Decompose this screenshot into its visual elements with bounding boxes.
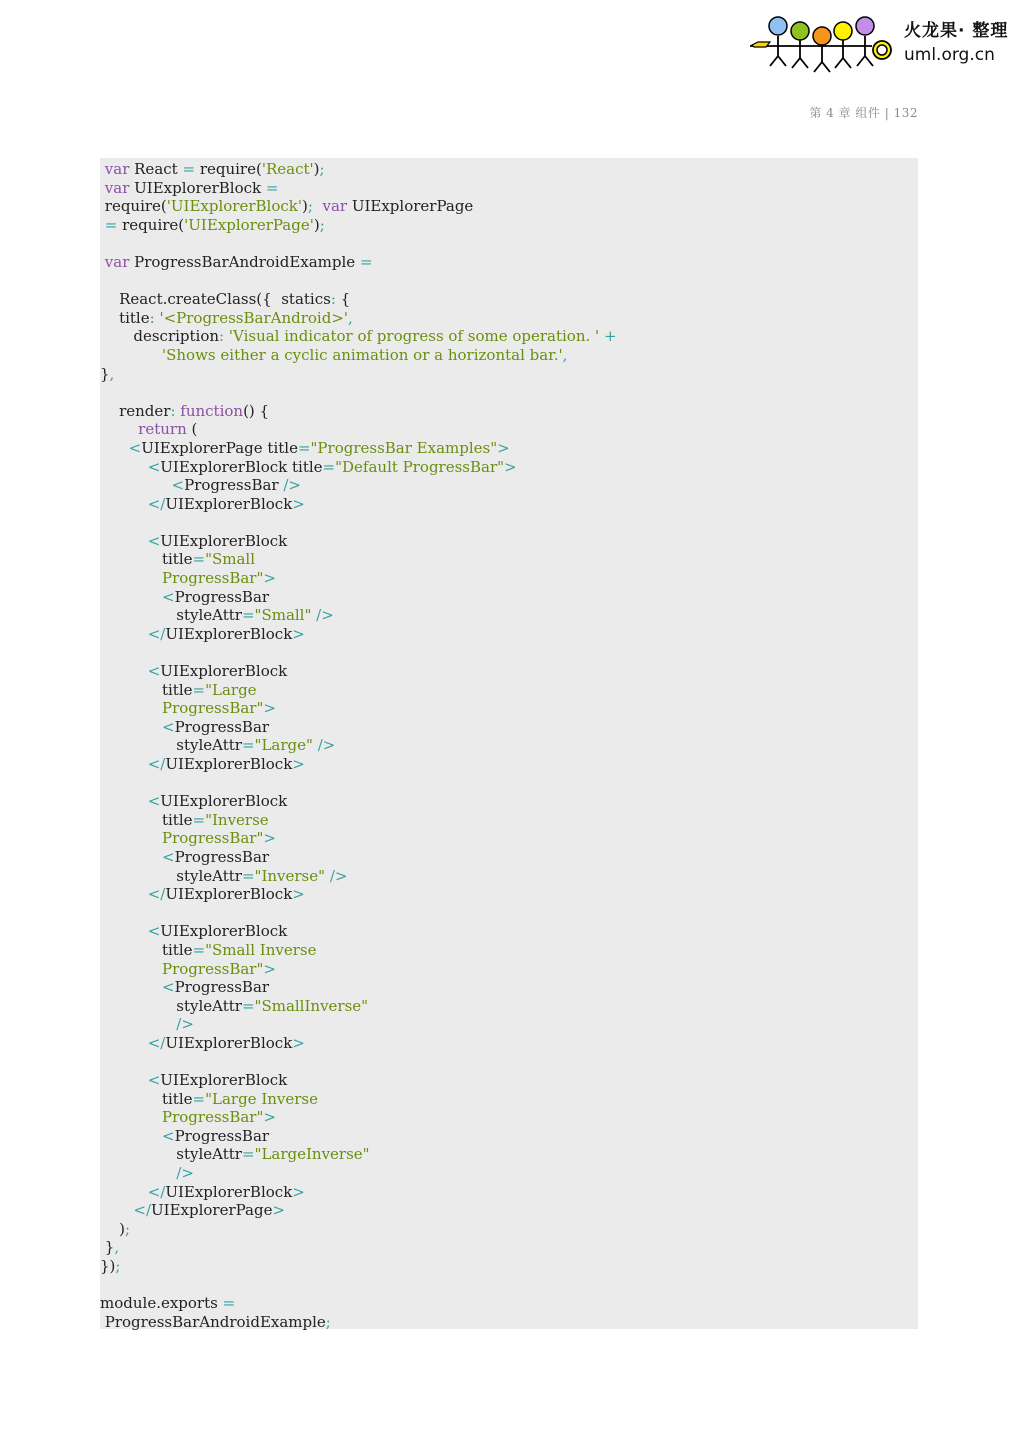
code-token-plain — [100, 1164, 176, 1182]
code-token-punctuation: = — [192, 940, 206, 959]
brand-url: uml.org.cn — [904, 45, 995, 65]
code-line — [100, 736, 617, 755]
code-token-plain: React — [129, 160, 183, 178]
code-token-punctuation: , — [114, 1238, 120, 1257]
code-line — [100, 941, 617, 960]
code-token-plain — [100, 848, 162, 866]
code-token-plain — [100, 346, 162, 364]
page-header: 第 4 章 组件 | 132 — [809, 106, 918, 120]
code-token-plain — [100, 1015, 176, 1033]
code-token-plain — [100, 420, 138, 438]
code-line — [100, 402, 617, 421]
code-token-punctuation: = — [241, 606, 255, 625]
code-line — [100, 625, 617, 644]
code-block — [100, 158, 918, 1329]
code-token-plain: UIExplorerBlock — [160, 922, 288, 941]
code-token-plain — [100, 718, 162, 736]
code-token-plain: UIExplorerBlock — [165, 885, 293, 904]
code-token-plain: title — [100, 1089, 193, 1108]
code-token-plain: UIExplorerPage — [151, 1201, 273, 1220]
code-token-plain: styleAttr — [100, 866, 242, 885]
code-token-plain — [100, 1071, 148, 1089]
code-token-plain: ( — [186, 420, 198, 439]
code-line — [100, 1034, 617, 1053]
code-token-plain: UIExplorerPage — [347, 197, 474, 216]
code-line — [100, 960, 617, 979]
code-token-string: ProgressBar" — [162, 1108, 264, 1127]
code-token-plain: ) — [313, 215, 320, 234]
code-token-plain: } — [100, 364, 110, 383]
code-token-string: "LargeInverse" — [254, 1145, 370, 1164]
code-token-plain: title — [100, 308, 150, 327]
brand — [904, 20, 1008, 66]
code-token-string: ProgressBar" — [162, 959, 264, 978]
code-token-plain: React.createClass({ statics — [100, 290, 331, 309]
code-token-string: ProgressBar" — [162, 569, 264, 588]
code-token-keyword: return — [138, 420, 187, 439]
code-line — [100, 532, 617, 551]
code-token-plain — [100, 495, 148, 513]
uml-logo — [748, 12, 896, 76]
code-token-plain — [100, 532, 148, 550]
code-token-punctuation: ; — [115, 1257, 121, 1276]
code-token-plain — [100, 569, 162, 587]
code-token-punctuation: = — [297, 438, 311, 457]
code-token-punctuation: = — [192, 1089, 206, 1108]
code-token-plain: styleAttr — [100, 1145, 242, 1164]
code-token-plain — [100, 699, 162, 717]
code-line — [100, 1183, 617, 1202]
code-lines — [100, 160, 617, 1331]
code-token-punctuation: = — [265, 178, 279, 197]
code-line — [100, 1220, 617, 1239]
code-token-plain: ProgressBarAndroidExample — [129, 252, 360, 271]
code-token-plain: ProgressBarAndroidExample — [100, 1312, 326, 1331]
code-line — [100, 829, 617, 848]
code-token-plain: }) — [100, 1257, 116, 1276]
code-token-plain: UIExplorerBlock — [129, 178, 266, 197]
code-token-keyword: var — [322, 197, 348, 216]
code-token-plain: UIExplorerBlock — [165, 755, 293, 773]
code-token-plain: styleAttr — [100, 996, 242, 1015]
brand-name: 火龙果· 整理 — [904, 21, 1009, 41]
code-token-string: "Inverse" — [254, 866, 326, 885]
code-token-plain: ProgressBar — [174, 978, 270, 997]
code-token-punctuation: < — [162, 1126, 175, 1145]
code-token-plain — [100, 439, 129, 457]
code-token-plain — [100, 662, 148, 680]
code-line — [100, 327, 617, 346]
code-token-string: 'Shows either a cyclic animation or a horizontal bar.' — [162, 345, 563, 364]
code-token-string: 'React' — [261, 160, 314, 178]
code-token-punctuation: = — [192, 550, 206, 569]
code-token-string: "Small Inverse — [205, 940, 317, 959]
code-line — [100, 699, 617, 718]
code-token-punctuation: </ — [147, 494, 166, 513]
code-line — [100, 1127, 617, 1146]
code-token-plain — [100, 1201, 133, 1219]
code-token-plain — [100, 1034, 148, 1052]
code-line — [100, 1294, 617, 1313]
code-token-plain — [100, 755, 148, 773]
code-token-plain — [100, 1127, 162, 1145]
code-token-punctuation: , — [348, 308, 353, 327]
code-token-punctuation: </ — [147, 885, 166, 904]
code-token-plain: UIExplorerBlock — [165, 1182, 293, 1201]
code-token-string: "Small — [205, 550, 256, 569]
code-line — [100, 792, 617, 811]
code-token-plain: UIExplorerBlock — [165, 624, 293, 643]
code-token-plain: styleAttr — [100, 606, 242, 625]
code-token-punctuation: > — [292, 624, 305, 643]
code-token-punctuation: /> — [317, 736, 336, 755]
code-token-punctuation: </ — [147, 1033, 166, 1052]
code-token-punctuation: > — [292, 1182, 305, 1201]
code-token-string: "SmallInverse" — [254, 996, 369, 1015]
code-token-punctuation: > — [263, 569, 276, 588]
code-token-punctuation: < — [162, 847, 175, 866]
code-token-punctuation: > — [263, 1108, 276, 1127]
code-line — [100, 755, 617, 774]
code-line — [100, 1015, 617, 1034]
code-token-plain: styleAttr — [100, 736, 242, 755]
code-line — [100, 681, 617, 700]
code-line — [100, 997, 617, 1016]
code-token-punctuation: > — [263, 829, 276, 848]
code-token-string: "Default ProgressBar" — [335, 457, 505, 476]
code-token-plain — [100, 829, 162, 847]
code-line — [100, 606, 617, 625]
code-token-punctuation: </ — [133, 1201, 152, 1220]
code-token-punctuation: , — [562, 345, 568, 364]
code-token-string: "Large" — [254, 736, 313, 755]
code-line — [100, 1313, 617, 1332]
code-token-plain: module.exports — [100, 1294, 223, 1313]
code-token-plain: ) — [302, 197, 308, 216]
code-token-plain — [100, 922, 148, 940]
code-line — [100, 662, 617, 681]
code-token-plain: UIExplorerBlock — [160, 662, 288, 681]
code-token-plain: ProgressBar — [174, 587, 270, 606]
code-line — [100, 476, 617, 495]
code-line — [100, 1164, 617, 1183]
code-line — [100, 643, 617, 662]
code-token-plain: ProgressBar — [174, 1126, 270, 1145]
code-token-plain: UIExplorerBlock — [160, 531, 288, 550]
code-token-string: 'UIExplorerBlock' — [166, 197, 302, 216]
code-token-punctuation: = — [359, 252, 373, 271]
code-token-punctuation: /> — [316, 606, 334, 625]
code-token-punctuation: /> — [176, 1164, 194, 1183]
code-token-string: ProgressBar" — [162, 829, 264, 848]
code-line — [100, 1238, 617, 1257]
code-token-punctuation: < — [162, 717, 175, 736]
code-line — [100, 346, 617, 365]
code-token-plain — [100, 792, 148, 810]
code-line — [100, 160, 617, 179]
code-token-punctuation: = — [241, 866, 255, 885]
code-token-punctuation: , — [109, 364, 115, 383]
code-line — [100, 420, 617, 439]
code-token-punctuation: = — [222, 1294, 236, 1313]
code-token-punctuation: </ — [147, 755, 166, 773]
code-token-punctuation: /> — [283, 476, 301, 495]
code-token-plain: ProgressBar — [174, 717, 270, 736]
code-line — [100, 588, 617, 607]
code-token-string: 'Visual indicator of progress of some operation. ' — [228, 327, 600, 346]
code-line — [100, 1145, 617, 1164]
code-token-plain: UIExplorerBlock — [165, 1033, 293, 1052]
code-line — [100, 718, 617, 737]
code-token-plain: { — [335, 290, 351, 309]
code-token-plain: require( — [195, 160, 262, 178]
code-token-punctuation: </ — [147, 624, 166, 643]
code-token-keyword: var — [104, 178, 130, 197]
code-token-punctuation: = — [182, 160, 196, 178]
code-token-punctuation: < — [147, 457, 161, 476]
code-token-plain — [100, 625, 148, 643]
code-token-plain — [100, 1183, 148, 1201]
code-token-keyword: function — [180, 401, 244, 420]
code-token-punctuation: < — [162, 978, 175, 997]
code-token-string: "ProgressBar Examples" — [310, 438, 498, 457]
code-token-punctuation: = — [241, 1145, 255, 1164]
code-token-plain: UIExplorerBlock — [165, 494, 293, 513]
code-token-plain — [100, 476, 172, 494]
code-token-punctuation: < — [162, 587, 175, 606]
code-line — [100, 848, 617, 867]
code-token-plain — [100, 885, 148, 903]
code-line — [100, 1276, 617, 1295]
code-token-plain: ProgressBar — [184, 476, 284, 495]
code-token-punctuation: = — [322, 457, 336, 476]
code-token-string: ProgressBar" — [162, 699, 264, 718]
code-line — [100, 550, 617, 569]
code-token-punctuation: < — [147, 1071, 161, 1090]
code-token-punctuation: ; — [319, 160, 325, 178]
code-token-plain: ) — [100, 1219, 125, 1238]
code-token-punctuation: < — [147, 662, 161, 681]
code-line — [100, 774, 617, 793]
code-line — [100, 885, 617, 904]
code-token-punctuation: < — [147, 922, 161, 941]
code-token-punctuation: /> — [176, 1015, 194, 1034]
code-line — [100, 253, 617, 272]
code-token-punctuation: = — [241, 736, 255, 755]
code-token-punctuation: > — [504, 457, 517, 476]
code-token-punctuation: > — [292, 885, 305, 904]
code-token-plain: ProgressBar — [174, 847, 270, 866]
code-token-punctuation: /> — [329, 866, 348, 885]
code-token-punctuation: < — [147, 531, 161, 550]
code-token-string: "Small" — [254, 606, 312, 625]
code-token-keyword: var — [104, 252, 130, 271]
code-line — [100, 234, 617, 253]
code-token-string: '<ProgressBarAndroid>' — [159, 308, 349, 327]
code-token-plain: require( — [117, 215, 185, 234]
code-line — [100, 290, 617, 309]
code-line — [100, 1053, 617, 1072]
code-token-string: "Large Inverse — [205, 1089, 318, 1108]
code-line — [100, 978, 617, 997]
code-token-plain — [100, 1108, 162, 1126]
code-line — [100, 904, 617, 923]
code-line — [100, 458, 617, 477]
code-token-plain: title — [100, 680, 193, 699]
code-token-punctuation: < — [128, 438, 142, 457]
code-token-keyword: var — [104, 160, 130, 178]
code-line — [100, 383, 617, 402]
code-line — [100, 1257, 617, 1276]
code-line — [100, 922, 617, 941]
code-line — [100, 1071, 617, 1090]
code-token-plain — [100, 458, 148, 476]
code-line — [100, 179, 617, 198]
code-token-punctuation: = — [241, 996, 255, 1015]
code-line — [100, 867, 617, 886]
code-token-punctuation: : — [330, 290, 336, 309]
code-token-string: 'UIExplorerPage' — [184, 215, 314, 234]
code-token-plain — [100, 588, 162, 606]
code-token-punctuation: ; — [124, 1219, 130, 1238]
code-line — [100, 197, 617, 216]
code-line — [100, 309, 617, 328]
code-line — [100, 365, 617, 384]
code-token-plain — [100, 960, 162, 978]
code-token-punctuation: ; — [307, 197, 313, 216]
code-token-punctuation: > — [272, 1201, 286, 1220]
code-line — [100, 1201, 617, 1220]
code-token-plain: UIExplorerBlock title — [160, 457, 323, 476]
code-token-punctuation: > — [292, 1033, 305, 1052]
code-token-plain: () { — [243, 401, 270, 420]
code-token-plain: render — [100, 401, 171, 420]
code-line — [100, 272, 617, 291]
code-token-plain: UIExplorerBlock — [160, 792, 288, 811]
code-token-string: "Inverse — [205, 810, 269, 829]
code-token-punctuation: : — [149, 308, 155, 327]
code-token-punctuation: > — [292, 494, 305, 513]
code-token-plain: UIExplorerBlock — [160, 1071, 288, 1090]
code-token-punctuation: < — [171, 476, 185, 495]
code-token-punctuation: = — [192, 810, 206, 829]
code-token-punctuation: + — [599, 327, 617, 346]
code-line — [100, 811, 617, 830]
code-token-punctuation: : — [170, 401, 176, 420]
code-token-punctuation: > — [263, 959, 276, 978]
code-token-punctuation: > — [292, 755, 305, 773]
code-token-punctuation: ; — [319, 215, 325, 234]
code-token-punctuation: > — [497, 438, 510, 457]
code-token-plain: title — [100, 940, 193, 959]
code-line — [100, 513, 617, 532]
code-line — [100, 216, 617, 235]
code-token-plain: description — [100, 327, 220, 346]
code-token-plain: title — [100, 550, 193, 569]
code-token-punctuation: : — [219, 327, 225, 346]
code-token-plain: UIExplorerPage title — [141, 438, 298, 457]
code-line — [100, 439, 617, 458]
code-line — [100, 495, 617, 514]
code-token-plain: } — [100, 1238, 115, 1257]
code-line — [100, 1108, 617, 1127]
code-token-punctuation: < — [147, 792, 161, 811]
code-token-plain: title — [100, 810, 193, 829]
code-token-punctuation: </ — [147, 1182, 166, 1201]
code-token-punctuation: > — [263, 699, 276, 718]
code-token-string: "Large — [205, 680, 257, 699]
code-token-plain — [100, 978, 162, 996]
code-token-plain: require( — [100, 197, 167, 216]
code-token-punctuation: ; — [325, 1312, 331, 1331]
code-token-punctuation: = — [104, 215, 118, 234]
code-token-punctuation: = — [192, 680, 206, 699]
code-token-plain: ) — [313, 160, 320, 178]
code-line — [100, 569, 617, 588]
code-line — [100, 1090, 617, 1109]
